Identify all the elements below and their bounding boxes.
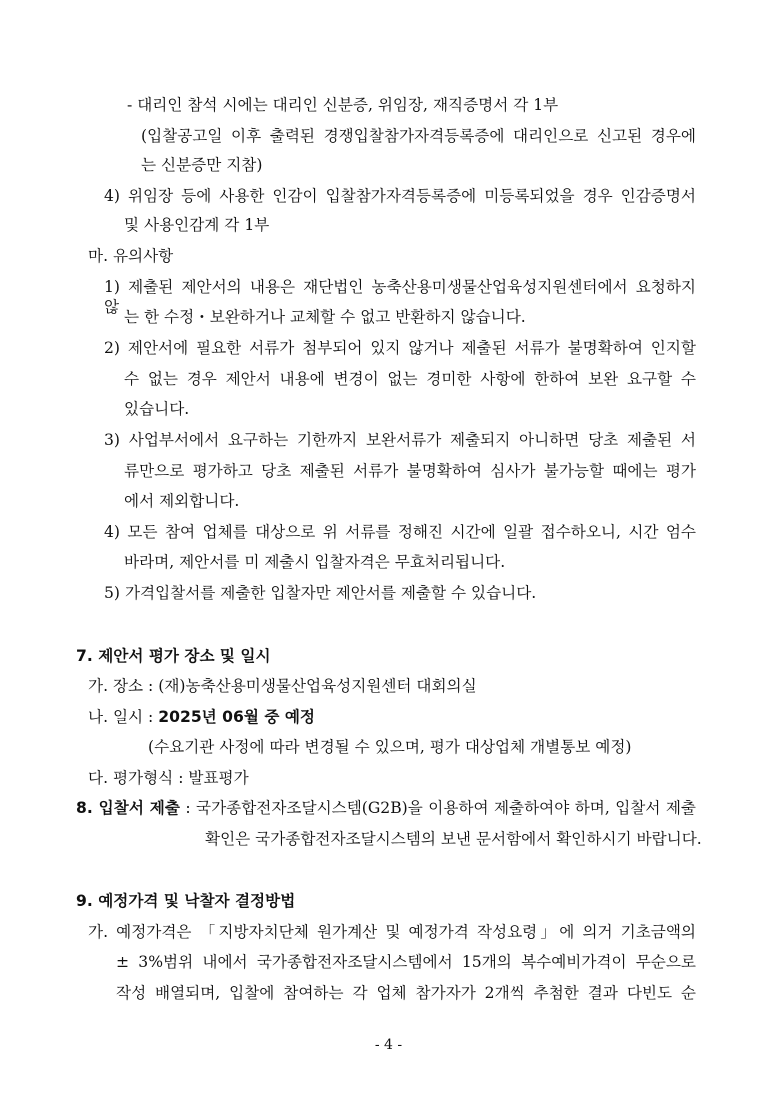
text-line: 바라며, 제안서를 미 제출시 입찰자격은 무효처리됩니다. — [124, 553, 506, 571]
section-heading: 마. 유의사항 — [88, 247, 174, 265]
text-line: (입찰공고일 이후 출력된 경쟁입찰참가자격등록증에 대리인으로 신고된 경우에 — [141, 127, 696, 145]
text-line: 수 없는 경우 제안서 내용에 변경이 없는 경미한 사항에 한하여 보완 요구할 수 — [124, 370, 696, 388]
text-line: 및 사용인감계 각 1부 — [124, 216, 270, 234]
text-line: 있습니다. — [124, 400, 190, 418]
text-line: 가. 예정가격은 「지방자치단체 원가계산 및 예정가격 작성요령」에 의거 기초금액의 — [88, 923, 696, 941]
section-7-title: 7. 제안서 평가 장소 및 일시 — [76, 647, 271, 665]
text-line: - 대리인 참석 시에는 대리인 신분증, 위임장, 재직증명서 각 1부 — [127, 96, 559, 114]
text-line: ± 3%범위 내에서 국가종합전자조달시스템에서 15개의 복수예비가격이 무순으로 — [116, 953, 696, 971]
section-8-text-2: 확인은 국가종합전자조달시스템의 보낸 문서함에서 확인하시기 바랍니다. — [205, 830, 702, 848]
section-8-title: 8. 입찰서 제출 — [76, 799, 180, 817]
eval-date-note: (수요기관 사정에 따라 변경될 수 있으며, 평가 대상업체 개별통보 예정) — [148, 738, 632, 756]
text-line: 5) 가격입찰서를 제출한 입찰자만 제안서를 제출할 수 있습니다. — [104, 584, 537, 602]
eval-date-label: 나. 일시 : — [88, 708, 159, 726]
text-line: 1) 제출된 제안서의 내용은 재단법인 농축산용미생물산업육성지원센터에서 요청하지 않 — [104, 278, 696, 316]
text-line: 4) 위임장 등에 사용한 인감이 입찰참가자격등록증에 미등록되었을 경우 인감증명서 — [104, 187, 696, 205]
section-9-title: 9. 예정가격 및 낙찰자 결정방법 — [76, 892, 296, 910]
page-number: - 4 - — [374, 1037, 403, 1053]
eval-date-value: 2025년 06월 중 예정 — [158, 708, 315, 726]
text-line: 2) 제안서에 필요한 서류가 첨부되어 있지 않거나 제출된 서류가 불명확하여 인지할 — [104, 339, 696, 357]
text-line: 4) 모든 참여 업체를 대상으로 위 서류를 정해진 시간에 일괄 접수하오니, 시간 엄수 — [104, 523, 696, 541]
eval-date — [88, 707, 315, 727]
text-line: 류만으로 평가하고 당초 제출된 서류가 불명확하여 심사가 불가능할 때에는 평가 — [124, 462, 696, 480]
eval-format: 다. 평가형식 : 발표평가 — [88, 769, 249, 787]
text-line: 에서 제외합니다. — [124, 492, 240, 510]
text-line: 작성 배열되며, 입찰에 참여하는 각 업체 참가자가 2개씩 추첨한 결과 다빈도 순 — [116, 984, 696, 1002]
text-line: 는 신분증만 지참) — [141, 156, 263, 174]
section-8 — [76, 798, 696, 818]
text-line: 3) 사업부서에서 요구하는 기한까지 보완서류가 제출되지 아니하면 당초 제출된 서 — [104, 431, 696, 449]
text-line: 는 한 수정・보완하거나 교체할 수 없고 반환하지 않습니다. — [124, 308, 526, 326]
section-8-text: : 국가종합전자조달시스템(G2B)을 이용하여 제출하여야 하며, 입찰서 제출 — [179, 799, 696, 817]
eval-place: 가. 장소 : (재)농축산용미생물산업육성지원센터 대회의실 — [88, 677, 477, 695]
